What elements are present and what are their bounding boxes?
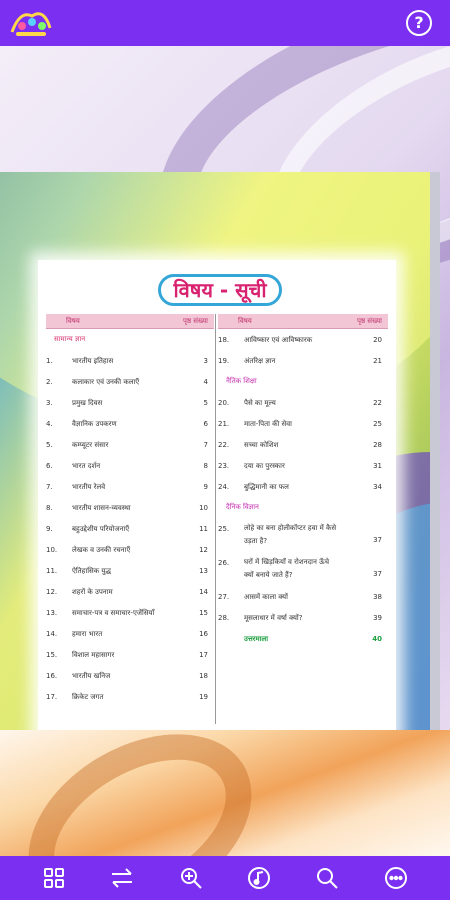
item-page: 37 [373, 536, 382, 544]
item-number: 13. [46, 609, 58, 617]
list-item[interactable] [46, 497, 214, 518]
item-number: 20. [218, 399, 230, 407]
list-item[interactable] [218, 586, 388, 607]
item-number: 19. [218, 357, 230, 365]
list-item[interactable] [46, 686, 214, 707]
item-number: 2. [46, 378, 53, 386]
bottom-toolbar [0, 856, 450, 900]
list-item[interactable] [46, 350, 214, 371]
toc-column-header [218, 314, 388, 329]
item-number: 4. [46, 420, 53, 428]
item-title: बहुउद्देशीय परियोजनाएँ [72, 525, 130, 533]
item-number: 28. [218, 614, 230, 622]
list-item[interactable] [46, 392, 214, 413]
item-page: 8 [203, 462, 208, 470]
zoom-in-icon[interactable] [178, 865, 204, 891]
item-page: 9 [203, 483, 208, 491]
item-page: 40 [372, 635, 382, 643]
item-number: 26. [218, 559, 230, 567]
list-item[interactable] [218, 518, 388, 552]
item-number: 17. [46, 693, 58, 701]
list-item[interactable] [218, 476, 388, 497]
list-item[interactable] [46, 581, 214, 602]
list-item[interactable] [218, 607, 388, 628]
book-viewer[interactable] [0, 46, 450, 856]
item-number: 6. [46, 462, 53, 470]
item-number: 21. [218, 420, 230, 428]
toc-column-header [46, 314, 214, 329]
list-item[interactable] [218, 392, 388, 413]
item-title: भारतीय रेलवे [72, 483, 106, 491]
item-page: 31 [373, 462, 382, 470]
item-title: कलाकार एवं उनकी कलाएँ [72, 378, 140, 386]
item-title: आसमें काला क्यों [244, 593, 288, 601]
item-page: 37 [373, 570, 382, 578]
item-page: 19 [199, 693, 208, 701]
list-item[interactable] [46, 602, 214, 623]
section-title: सामान्य ज्ञान [54, 335, 86, 343]
item-title: भारतीय खनिज [72, 672, 111, 680]
item-number: 24. [218, 483, 230, 491]
item-page: 5 [203, 399, 208, 407]
item-title: आविष्कार एवं आविष्कारक [244, 336, 313, 344]
item-page: 20 [373, 336, 382, 344]
swap-icon[interactable] [109, 865, 135, 891]
item-title: समाचार-पत्र व समाचार-एजेंसियाँ [72, 609, 155, 617]
grid-icon[interactable] [41, 865, 67, 891]
item-page: 25 [373, 420, 382, 428]
list-item[interactable] [46, 623, 214, 644]
item-page: 17 [199, 651, 208, 659]
toc-title: विषय - सूची [158, 274, 282, 306]
list-item[interactable] [218, 350, 388, 371]
section-title: दैनिक विज्ञान [226, 503, 259, 511]
item-number: 10. [46, 546, 58, 554]
app-logo[interactable] [10, 6, 52, 40]
item-page: 14 [199, 588, 208, 596]
item-page: 11 [199, 525, 208, 533]
item-title: मूसलाधार में वर्षा क्यों? [244, 614, 303, 622]
item-page: 28 [373, 441, 382, 449]
item-title: अंतरिक्ष ज्ञान [244, 357, 276, 365]
item-title: घरों में खिड़कियाँ व रोशनदान ऊँचे क्यों बनाये जाते हैं? [244, 558, 330, 579]
item-title: कम्प्यूटर संसार [72, 441, 109, 449]
item-title: दया का पुरस्कार [244, 462, 285, 470]
item-page: 21 [373, 357, 382, 365]
item-title: माता-पिता की सेवा [244, 420, 292, 428]
search-icon[interactable] [314, 865, 340, 891]
list-item[interactable] [218, 329, 388, 350]
item-number: 12. [46, 588, 58, 596]
list-item[interactable] [46, 518, 214, 539]
toc-left-column [46, 314, 214, 707]
item-page: 15 [199, 609, 208, 617]
help-button[interactable]: ? [406, 10, 432, 36]
item-title: सच्चा कोशिश [244, 441, 279, 449]
toc-right-column [218, 314, 388, 649]
list-item-answers[interactable] [218, 628, 388, 649]
page-edge [430, 172, 440, 730]
header-page: पृष्ठ संख्या [356, 316, 382, 325]
item-number: 3. [46, 399, 53, 407]
item-title: भारत दर्शन [72, 462, 101, 470]
item-title: प्रमुख दिवस [72, 399, 103, 407]
item-page: 6 [203, 420, 208, 428]
column-divider [215, 314, 216, 724]
item-page: 13 [199, 567, 208, 575]
list-item[interactable] [46, 560, 214, 581]
list-item[interactable] [218, 434, 388, 455]
item-number: 8. [46, 504, 53, 512]
header-page: पृष्ठ संख्या [182, 316, 208, 325]
item-number: 1. [46, 357, 53, 365]
item-page: 3 [203, 357, 208, 365]
item-number: 7. [46, 483, 53, 491]
list-item[interactable] [46, 371, 214, 392]
list-item[interactable] [218, 455, 388, 476]
list-item[interactable] [46, 476, 214, 497]
item-page: 12 [199, 546, 208, 554]
list-item[interactable] [46, 539, 214, 560]
item-title: लेखक व उनकी रचनाएँ [72, 546, 131, 554]
item-page: 38 [373, 593, 382, 601]
item-page: 39 [373, 614, 382, 622]
item-number: 9. [46, 525, 53, 533]
item-page: 16 [199, 630, 208, 638]
item-title: हमारा भारत [72, 630, 103, 638]
item-title: क्रिकेट जगत [72, 693, 104, 701]
item-page: 10 [199, 504, 208, 512]
item-number: 15. [46, 651, 58, 659]
item-page: 7 [203, 441, 208, 449]
item-number: 25. [218, 525, 230, 533]
item-page: 18 [199, 672, 208, 680]
list-item[interactable] [46, 644, 214, 665]
item-title: ऐतिहासिक युद्ध [72, 567, 112, 575]
item-title: शहरों के उपनाम [72, 588, 113, 596]
list-item[interactable] [46, 434, 214, 455]
list-item[interactable] [218, 552, 388, 586]
item-page: 4 [203, 378, 208, 386]
item-page: 34 [373, 483, 382, 491]
item-number: 18. [218, 336, 230, 344]
item-title: उत्तरमाला [244, 635, 269, 643]
item-title: भारतीय शासन-व्यवस्था [72, 504, 131, 512]
music-icon[interactable] [246, 865, 272, 891]
book-page[interactable] [0, 172, 440, 730]
section-title: नैतिक शिक्षा [226, 377, 257, 385]
header-subject: विषय [66, 316, 80, 325]
item-title: लोहे का बना होलीकॉप्टर हवा में कैसे उड़ता है? [244, 524, 337, 545]
item-number: 27. [218, 593, 230, 601]
list-item[interactable] [46, 665, 214, 686]
list-item[interactable] [218, 413, 388, 434]
item-title: विशाल महासागर [72, 651, 115, 659]
list-item[interactable] [46, 455, 214, 476]
header-subject: विषय [238, 316, 252, 325]
item-title: पैसे का मूल्य [244, 399, 276, 407]
item-number: 14. [46, 630, 58, 638]
item-title: भारतीय इतिहास [72, 357, 114, 365]
item-title: बुद्धिमानी का फल [244, 483, 289, 491]
table-of-contents [38, 260, 396, 730]
item-number: 23. [218, 462, 230, 470]
item-number: 5. [46, 441, 53, 449]
item-title: वैज्ञानिक उपकरण [72, 420, 117, 428]
top-app-bar [0, 0, 450, 46]
item-number: 16. [46, 672, 58, 680]
item-page: 22 [373, 399, 382, 407]
list-item[interactable] [46, 413, 214, 434]
item-number: 11. [46, 567, 58, 575]
more-icon[interactable] [383, 865, 409, 891]
item-number: 22. [218, 441, 230, 449]
